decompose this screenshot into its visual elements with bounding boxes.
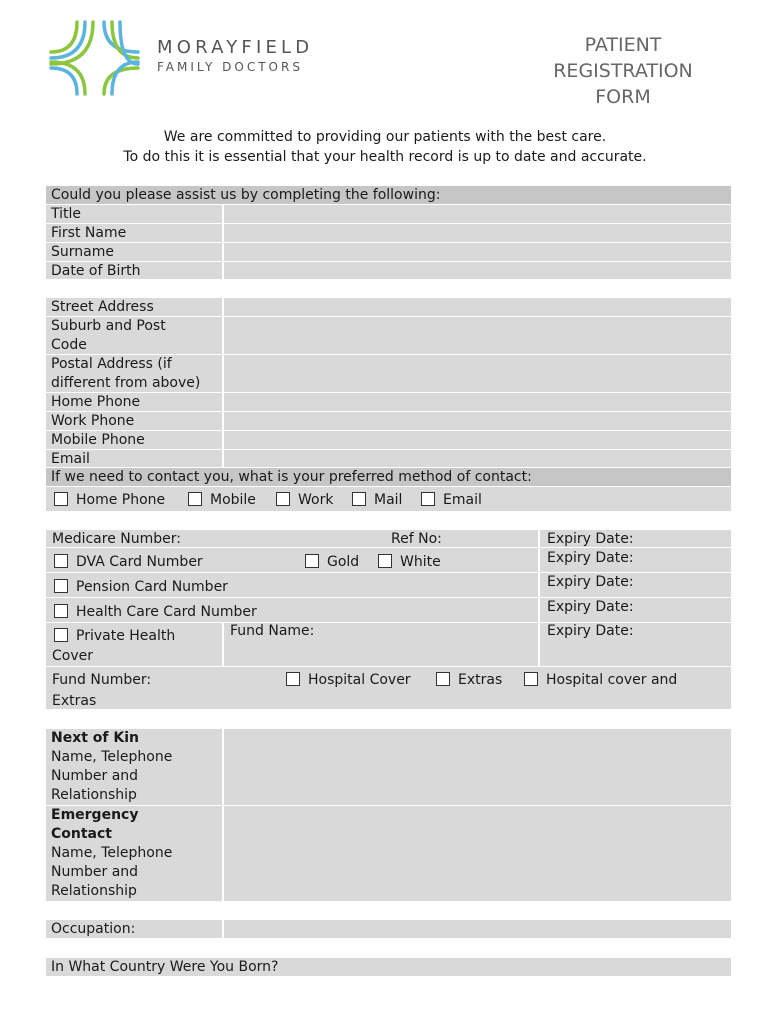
- brand: [157, 38, 313, 74]
- form-title-line2: REGISTRATION: [553, 60, 693, 82]
- surname-field[interactable]: [224, 243, 731, 261]
- checkbox-hospital-cover[interactable]: [286, 672, 300, 686]
- extras-option[interactable]: [436, 671, 502, 690]
- health-care-label: Health Care Card Number: [76, 604, 257, 620]
- postal-label-line1: Postal Address (if: [51, 356, 172, 372]
- title-label: Title: [46, 205, 222, 223]
- fund-number-label: Fund Number:: [52, 672, 152, 688]
- contact-work-option[interactable]: [276, 491, 333, 510]
- emergency-title-line2: Contact: [51, 826, 112, 842]
- country-born-label[interactable]: In What Country Were You Born?: [46, 958, 731, 976]
- dva-option[interactable]: [54, 553, 203, 572]
- private-health-label-line1: Private Health: [76, 628, 176, 644]
- intro-text: [0, 127, 770, 167]
- contact-home-phone-option[interactable]: [54, 491, 165, 510]
- emergency-line1: Name, Telephone: [51, 845, 173, 861]
- next-of-kin-label: [46, 729, 222, 805]
- checkbox-health-care[interactable]: [54, 604, 68, 618]
- checkbox-hospital-and-extras[interactable]: [524, 672, 538, 686]
- next-of-kin-line1: Name, Telephone: [51, 749, 173, 765]
- dob-label: Date of Birth: [46, 262, 222, 279]
- checkbox-gold[interactable]: [305, 554, 319, 568]
- email-label: Email: [46, 450, 222, 467]
- checkbox-private-health[interactable]: [54, 628, 68, 642]
- title-field[interactable]: [224, 205, 731, 223]
- contact-email-label: Email: [443, 492, 482, 508]
- email-field[interactable]: [224, 450, 731, 467]
- contact-work-label: Work: [298, 492, 334, 508]
- form-title-line1: PATIENT: [584, 34, 662, 56]
- next-of-kin-title: Next of Kin: [51, 730, 140, 746]
- checkbox-white[interactable]: [378, 554, 392, 568]
- checkbox-extras[interactable]: [436, 672, 450, 686]
- dob-field[interactable]: [224, 262, 731, 279]
- street-field[interactable]: [224, 298, 731, 316]
- brand-name: MORAYFIELD: [157, 37, 314, 58]
- checkbox-email[interactable]: [421, 492, 435, 506]
- suburb-field[interactable]: [224, 317, 731, 354]
- hospital-cover-option[interactable]: [286, 671, 411, 690]
- intro-line1: We are committed to providing our patients with the best care.: [163, 129, 607, 145]
- hospital-and-extras-label-line2: Extras: [52, 693, 97, 709]
- checkbox-mobile[interactable]: [188, 492, 202, 506]
- morayfield-logo: [47, 18, 142, 98]
- street-label: Street Address: [46, 298, 222, 316]
- next-of-kin-field[interactable]: [224, 729, 731, 805]
- checkbox-pension[interactable]: [54, 579, 68, 593]
- first-name-label: First Name: [46, 224, 222, 242]
- contact-email-option[interactable]: [421, 491, 482, 510]
- health-care-option[interactable]: [54, 603, 257, 622]
- emergency-contact-label: [46, 806, 222, 901]
- contact-mail-label: Mail: [374, 492, 403, 508]
- emergency-contact-field[interactable]: [224, 806, 731, 901]
- emergency-title-line1: Emergency: [51, 807, 139, 823]
- suburb-label: [46, 317, 222, 354]
- medicare-label: Medicare Number:: [52, 531, 181, 547]
- mobile-phone-label: Mobile Phone: [46, 431, 222, 449]
- expiry-label-1: Expiry Date:: [547, 531, 634, 547]
- extras-label: Extras: [458, 672, 503, 688]
- occupation-label: Occupation:: [46, 920, 222, 938]
- first-name-field[interactable]: [224, 224, 731, 242]
- surname-label: Surname: [46, 243, 222, 261]
- emergency-line3: Relationship: [51, 883, 137, 899]
- white-option[interactable]: [378, 553, 441, 572]
- contact-method-heading: If we need to contact you, what is your preferred method of contact:: [46, 468, 731, 486]
- form-title: [538, 32, 708, 110]
- dva-label: DVA Card Number: [76, 554, 203, 570]
- pension-label: Pension Card Number: [76, 579, 228, 595]
- intro-line2: To do this it is essential that your health record is up to date and accurate.: [123, 149, 647, 165]
- expiry-label-2: Expiry Date:: [547, 550, 634, 566]
- expiry-label-3: Expiry Date:: [547, 574, 634, 590]
- private-health-option[interactable]: [54, 627, 175, 646]
- occupation-field[interactable]: [224, 920, 731, 938]
- gold-option[interactable]: [305, 553, 359, 572]
- postal-label: [46, 355, 222, 392]
- hospital-cover-label: Hospital Cover: [308, 672, 411, 688]
- contact-mobile-option[interactable]: [188, 491, 256, 510]
- mobile-phone-field[interactable]: [224, 431, 731, 449]
- hospital-and-extras-label-line1: Hospital cover and: [546, 672, 678, 688]
- gold-label: Gold: [327, 554, 360, 570]
- private-health-label-line2: Cover: [52, 648, 93, 664]
- postal-label-line2: different from above): [51, 375, 201, 391]
- expiry-label-4: Expiry Date:: [547, 599, 634, 615]
- contact-mobile-label: Mobile: [210, 492, 256, 508]
- checkbox-mail[interactable]: [352, 492, 366, 506]
- work-phone-field[interactable]: [224, 412, 731, 430]
- hospital-and-extras-option[interactable]: [524, 671, 677, 690]
- next-of-kin-line2: Number and: [51, 768, 139, 784]
- ref-no-label: Ref No:: [391, 531, 442, 547]
- brand-subtitle: FAMILY DOCTORS: [157, 60, 303, 74]
- postal-field[interactable]: [224, 355, 731, 392]
- form-title-line3: FORM: [595, 86, 651, 108]
- work-phone-label: Work Phone: [46, 412, 222, 430]
- contact-mail-option[interactable]: [352, 491, 402, 510]
- checkbox-dva[interactable]: [54, 554, 68, 568]
- emergency-line2: Number and: [51, 864, 139, 880]
- suburb-label-line2: Code: [51, 337, 87, 353]
- section1-heading: Could you please assist us by completing the following:: [46, 186, 731, 204]
- home-phone-label: Home Phone: [46, 393, 222, 411]
- pension-option[interactable]: [54, 578, 228, 597]
- home-phone-field[interactable]: [224, 393, 731, 411]
- suburb-label-line1: Suburb and Post: [51, 318, 166, 334]
- white-label: White: [400, 554, 441, 570]
- fund-name-label: Fund Name:: [230, 623, 315, 639]
- expiry-label-5: Expiry Date:: [547, 623, 634, 639]
- checkbox-work[interactable]: [276, 492, 290, 506]
- contact-home-phone-label: Home Phone: [76, 492, 166, 508]
- checkbox-home-phone[interactable]: [54, 492, 68, 506]
- next-of-kin-line3: Relationship: [51, 787, 137, 803]
